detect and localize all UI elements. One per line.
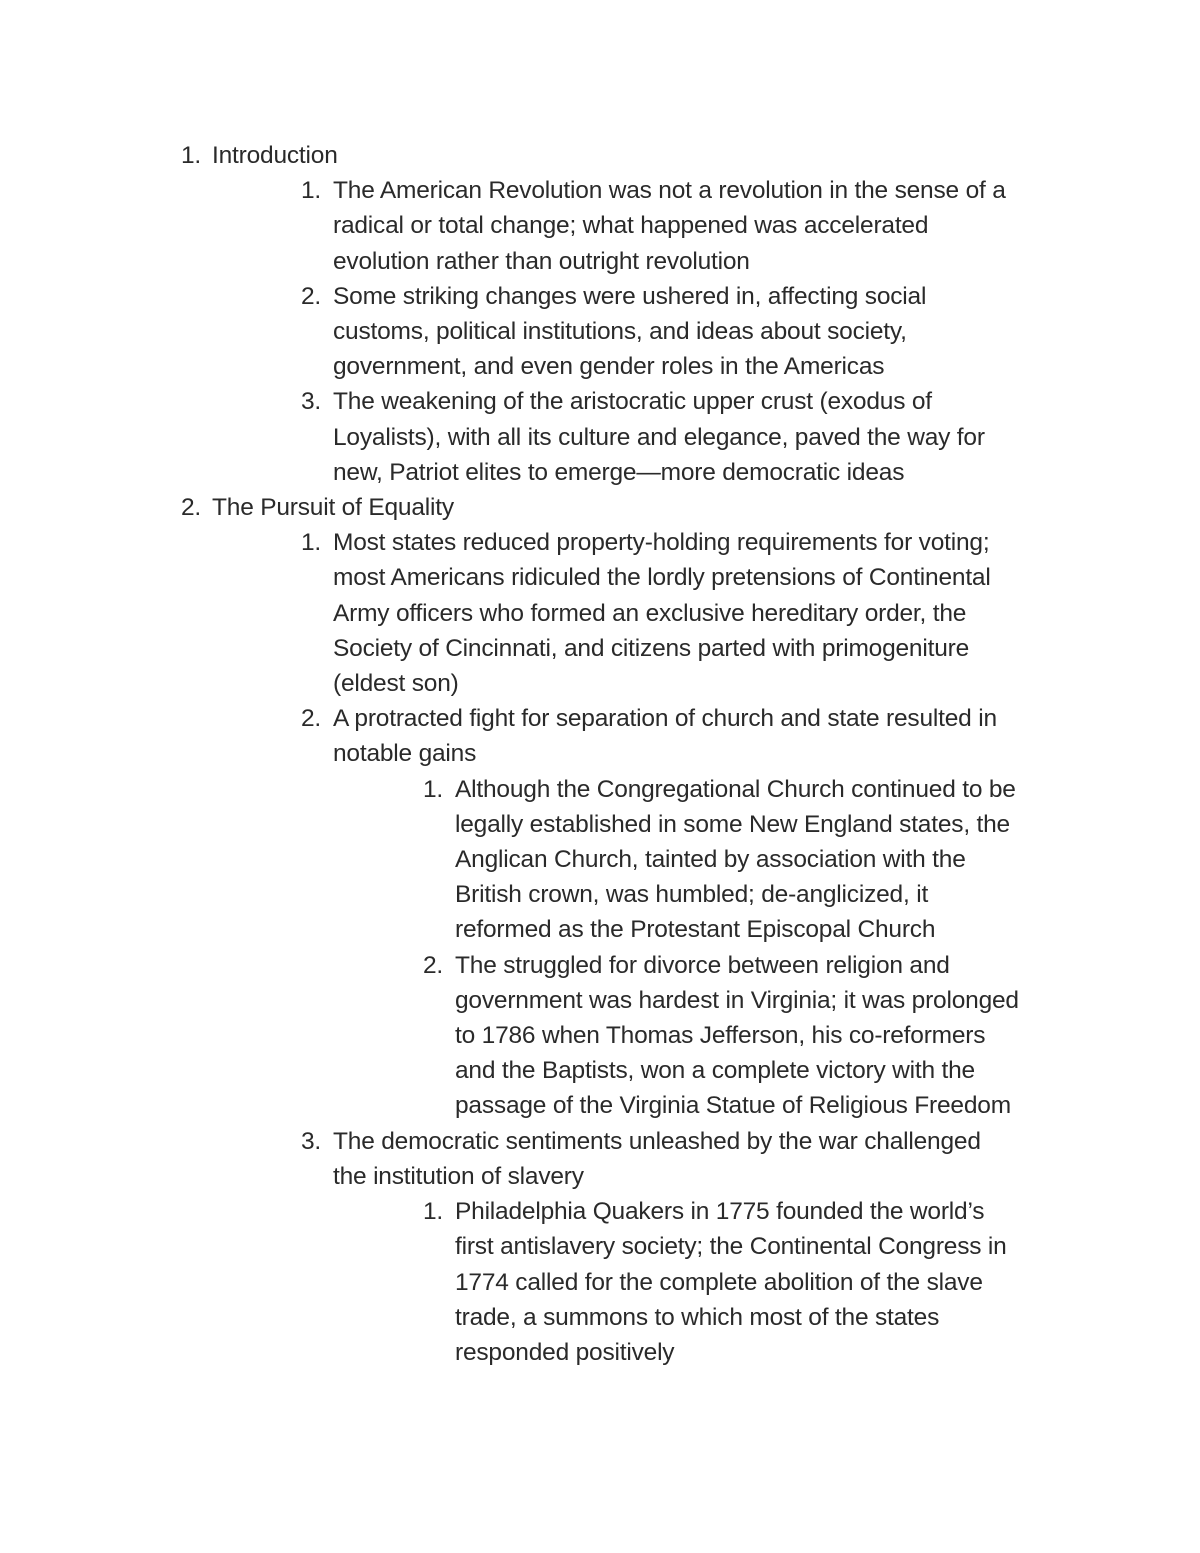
line: responded positively bbox=[455, 1338, 675, 1366]
item-number: 3. bbox=[300, 388, 321, 416]
item-number: 1. bbox=[422, 1198, 443, 1226]
line: notable gains bbox=[333, 740, 477, 768]
line: legally established in some New England states, the bbox=[455, 810, 1010, 838]
line: the institution of slavery bbox=[333, 1162, 584, 1190]
outline-item-intro-1 bbox=[0, 173, 1200, 279]
item-text bbox=[333, 525, 1061, 701]
outline-item-intro-3 bbox=[0, 384, 1200, 490]
line: Although the Congregational Church continued to be bbox=[455, 775, 1016, 803]
item-heading: Introduction bbox=[212, 142, 338, 169]
line: Some striking changes were ushered in, affecting social bbox=[333, 282, 927, 310]
item-number: 3. bbox=[300, 1127, 321, 1155]
outline-item-equality-2-1 bbox=[0, 772, 1200, 948]
outline-item-pursuit-of-equality bbox=[0, 490, 1200, 525]
line: The weakening of the aristocratic upper crust (exodus of bbox=[333, 388, 932, 416]
line: first antislavery society; the Continental Congress in bbox=[455, 1233, 1007, 1261]
line: The democratic sentiments unleashed by the war challenged bbox=[333, 1127, 981, 1155]
outline-item-intro-2 bbox=[0, 279, 1200, 385]
line: trade, a summons to which most of the states bbox=[455, 1303, 940, 1331]
line: A protracted fight for separation of church and state resulted in bbox=[333, 705, 997, 733]
item-text bbox=[455, 772, 1061, 948]
line: Army officers who formed an exclusive hereditary order, the bbox=[333, 599, 967, 627]
line: The American Revolution was not a revolution in the sense of a bbox=[333, 177, 1006, 205]
line: passage of the Virginia Statue of Religious Freedom bbox=[455, 1092, 1011, 1120]
item-number: 2. bbox=[300, 282, 321, 310]
item-heading: The Pursuit of Equality bbox=[212, 494, 454, 522]
outline-item-equality-3 bbox=[0, 1124, 1200, 1194]
item-text bbox=[333, 384, 1061, 490]
item-number: 1. bbox=[300, 529, 321, 557]
outline bbox=[0, 138, 1200, 1370]
outline-item-equality-3-1 bbox=[0, 1194, 1200, 1370]
line: most Americans ridiculed the lordly pretensions of Continental bbox=[333, 564, 991, 592]
item-number: 2. bbox=[180, 494, 201, 522]
line: Anglican Church, tainted by association with the bbox=[455, 846, 966, 874]
item-text bbox=[333, 701, 1061, 771]
line: new, Patriot elites to emerge—more democratic ideas bbox=[333, 458, 905, 486]
line: government, and even gender roles in the Americas bbox=[333, 353, 885, 381]
item-text bbox=[333, 173, 1061, 279]
item-number: 1. bbox=[300, 177, 321, 205]
item-number: 2. bbox=[300, 705, 321, 733]
line: Society of Cincinnati, and citizens parted with primogeniture bbox=[333, 634, 970, 662]
line: Most states reduced property-holding requirements for voting; bbox=[333, 529, 990, 557]
item-number: 1. bbox=[180, 142, 201, 169]
item-number: 2. bbox=[422, 951, 443, 979]
line: customs, political institutions, and ideas about society, bbox=[333, 318, 907, 346]
line: radical or total change; what happened was accelerated bbox=[333, 212, 929, 240]
line: Loyalists), with all its culture and elegance, paved the way for bbox=[333, 423, 985, 451]
line: Philadelphia Quakers in 1775 founded the world’s bbox=[455, 1198, 985, 1226]
line: 1774 called for the complete abolition of the slave bbox=[455, 1268, 983, 1296]
outline-item-equality-2 bbox=[0, 701, 1200, 771]
item-text bbox=[455, 948, 1061, 1124]
outline-item-equality-1 bbox=[0, 525, 1200, 701]
line: and the Baptists, won a complete victory with the bbox=[455, 1057, 975, 1085]
item-text bbox=[333, 1124, 1061, 1194]
item-text bbox=[455, 1194, 1061, 1370]
line: evolution rather than outright revolution bbox=[333, 247, 750, 275]
line: to 1786 when Thomas Jefferson, his co-reformers bbox=[455, 1022, 986, 1050]
line: British crown, was humbled; de-anglicized, it bbox=[455, 881, 929, 909]
outline-item-introduction bbox=[0, 138, 1200, 173]
line: government was hardest in Virginia; it was prolonged bbox=[455, 986, 1019, 1014]
outline-item-equality-2-2 bbox=[0, 948, 1200, 1124]
line: The struggled for divorce between religion and bbox=[455, 951, 950, 979]
line: reformed as the Protestant Episcopal Church bbox=[455, 916, 936, 944]
item-text bbox=[333, 279, 1061, 385]
line: (eldest son) bbox=[333, 670, 459, 698]
item-number: 1. bbox=[422, 775, 443, 803]
